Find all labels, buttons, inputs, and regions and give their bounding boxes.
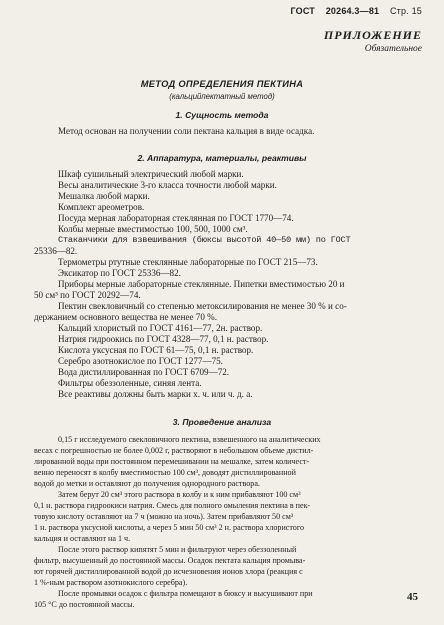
method-title: МЕТОД ОПРЕДЕЛЕНИЯ ПЕКТИНА (140, 79, 304, 89)
paragraph-line: 1 н. раствора уксусной кислоты, а через 5 мин 50 см³ 2 н. раствора хлористого (34, 523, 305, 532)
header-page: Стр. 15 (389, 6, 422, 16)
paragraph-line: 1 %-ным раствором азотнокислого серебра). (34, 578, 188, 587)
header-gost: ГОСТ (290, 6, 315, 16)
list-item: Мешалка любой марки. (58, 191, 150, 201)
paragraph-line: 0,1 н. раствора гидроокиси натрия. Смесь для полного омыления пектина в пек- (34, 501, 311, 510)
list-item: Шкаф сушильный электрический любой марки. (58, 169, 244, 179)
section2-heading: 2. Аппаратура, материалы, реактивы (137, 153, 307, 163)
list-item: Кальций хлористый по ГОСТ 4161—77, 2н. раствор. (58, 323, 263, 333)
paragraph-line: лированной воды при постоянном перемешивании на мешалке, затем количест- (34, 457, 310, 466)
list-item: 50 см³ по ГОСТ 20292—74. (34, 290, 141, 300)
list-item: Кислота уксусная по ГОСТ 61—75, 0,1 н. раствор. (58, 345, 254, 355)
list-item: Фильтры обеззоленные, синяя лента. (58, 378, 202, 388)
section1-text: Метод основан на получении соли пектана кальция в виде осадка. (58, 126, 315, 136)
paragraph-line: весах с погрешностью не более 0,002 г, растворяют в небольшом объеме дистил- (34, 446, 314, 455)
appendix-label (324, 28, 422, 54)
list-item: Комплект ареометров. (58, 202, 145, 212)
list-item: Колбы мерные вместимостью 100, 500, 1000 см³. (58, 224, 248, 234)
list-item: Серебро азотнокислое по ГОСТ 1277—75. (58, 356, 223, 366)
list-item: Натрия гидроокись по ГОСТ 4328—77, 0,1 н. раствор. (58, 334, 269, 344)
paragraph-line: водой до метки и оставляют до получения однородного раствора. (34, 479, 260, 488)
paragraph-line: товую кислоту оставляют на 7 ч (можно на ночь). Затем прибавляют 50 см³ (34, 512, 294, 521)
method-subtitle: (кальцийпектатный метод) (169, 92, 275, 101)
paragraph-line: ют горячей дистиллированной водой до исчезновения ионов хлора (реакция с (34, 567, 303, 576)
appendix-title: ПРИЛОЖЕНИЕ (323, 28, 422, 42)
paragraph-line: Затем берут 20 см³ этого раствора в колбу и к ним прибавляют 100 см³ (58, 490, 301, 499)
section1-heading: 1. Сущность метода (175, 110, 269, 120)
list-item: Посуда мерная лабораторная стеклянная по ГОСТ 1770—74. (58, 213, 294, 223)
list-item: Весы аналитические 3-го класса точности любой марки. (58, 180, 277, 190)
header-standard-number: 20264.3—81 (325, 6, 380, 16)
list-item: держанием основного вещества не менее 70 %. (34, 312, 218, 322)
page-number: 45 (407, 591, 418, 603)
paragraph-line: 105 °С до постоянной массы. (34, 600, 135, 609)
paragraph-line: кальция и оставляют на 1 ч. (34, 534, 131, 543)
paragraph-line: 0,15 г исследуемого свекловичного пектина, взвешенного на аналитических (58, 435, 321, 444)
paragraph-line: После этого раствор кипятят 5 мин и фильтруют через обеззоленный (58, 545, 297, 554)
list-item: Приборы мерные лабораторные стеклянные. Пипетки вместимостью 20 и (58, 279, 345, 289)
list-item: Стаканчики для взвешивания (бюксы высотой 40—50 мм) по ГОСТ (58, 235, 351, 245)
section3-heading: 3. Проведение анализа (172, 417, 272, 427)
list-item: Эксикатор по ГОСТ 25336—82. (58, 268, 181, 278)
appendix-subtitle: Обязательное (364, 44, 422, 54)
list-item: Термометры ртутные стеклянные лабораторные по ГОСТ 215—73. (58, 257, 318, 267)
list-item: Пектин свекловичный со степенью метоксилирования не менее 30 % и со- (58, 301, 347, 311)
list-item: Вода дистиллированная по ГОСТ 6709—72. (58, 367, 230, 377)
paragraph-line: После промывки осадок с фильтра помещают в бюксу и высушивают при (58, 589, 313, 598)
paragraph-line: венно переносят в колбу вместимостью 100 см³, доводят дистиллированной (34, 468, 296, 477)
list-item: 25336—82. (34, 246, 78, 256)
paragraph-line: фильтр, высушенный до постоянной массы. Осадок пектата кальция промыва- (34, 556, 306, 565)
running-header (282, 6, 422, 16)
list-item: Все реактивы должны быть марки х. ч. или ч. д. а. (58, 389, 253, 399)
